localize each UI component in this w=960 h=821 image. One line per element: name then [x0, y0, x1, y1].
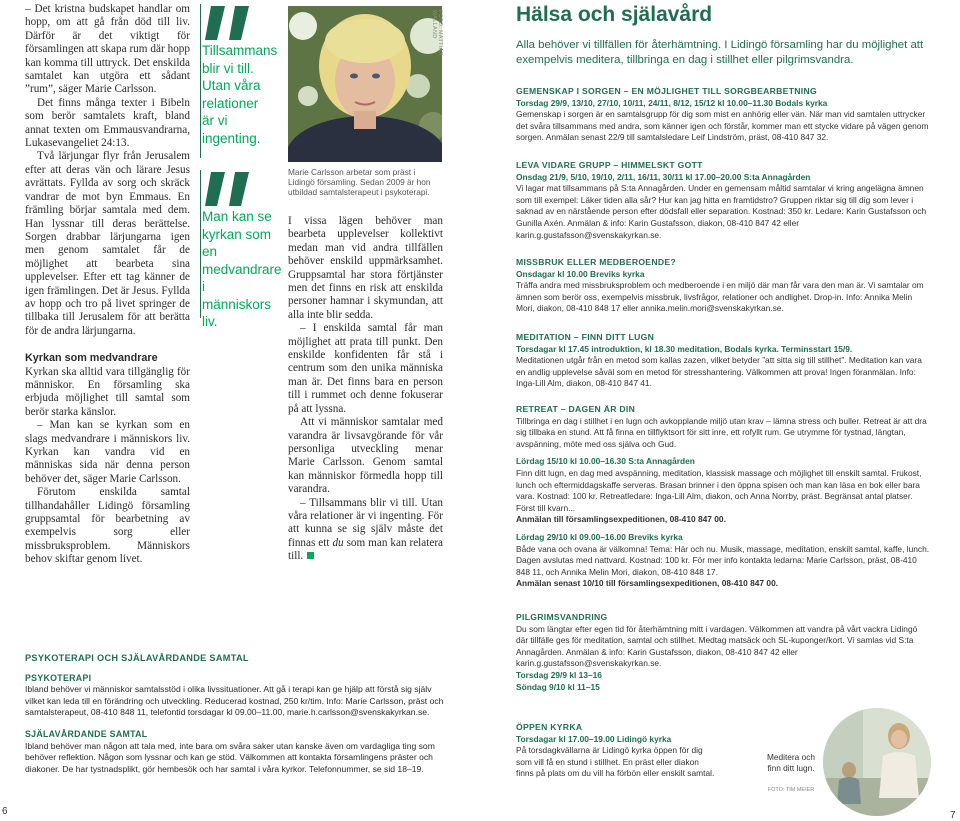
photo-caption: Marie Carlsson arbetar som präst i Lidingö församling. Sedan 2009 är hon utbildad samtalsterapeut i psykoterapi.: [288, 167, 431, 198]
article-subheading: Kyrkan som medvandrare: [25, 352, 158, 365]
meditation-photo: [823, 708, 931, 816]
section-meditation: [516, 332, 931, 390]
section-title: GEMENSKAP I SORGEN – EN MÖJLIGHET TILL SORGBEARBETNING: [516, 86, 817, 96]
quote-mark-icon: [203, 6, 255, 40]
section-text: Meditationen utgår från en metod som kallas zazen, vilket betyder ”att sitta sig till stillhet”. Meditation kan vara en andlig upplevelse såväl som en metod för stresshantering. Välkommen att prova! Ingen föranmälan. Info: Inga-Lill Alm, diakon, 08-410 847 41.: [516, 355, 922, 389]
sjalavard-text: Ibland behöver man någon att tala med, inte bara om svåra saker utan kanske även om vardagliga ting som behöver reflektion. Någon som lyssnar och kan ge stöd. Välkommen att kontakta församlingens präster och diakoner. De har tystnadsplikt, gör hembesök och har samtal i våra kyrkor. Telefonnummer, se sid 18–19.: [25, 740, 435, 774]
psykoterapi-text: Ibland behöver vi människor samtalsstöd i olika livssituationer. Att gå i terapi kan ge hjälp att förstå sig själv vilket kan leda till en förändring och utveckling. Reducerad kostnad, 250 kr/tim. Info: Marie Carlsson, präst och samtalsterapeut, 08-410 848 11, telefontid torsdagar kl 09.00–11.00, marie.h.carlsson@svenskakyrkan.se.: [25, 684, 444, 718]
box-title: PSYKOTERAPI OCH SJÄLAVÅRDANDE SAMTAL: [25, 653, 249, 663]
page-number-right: 7: [950, 810, 956, 821]
section-title: MEDITATION – FINN DITT LUGN: [516, 332, 655, 342]
round-photo-credit: FOTO: TIM MEIER: [767, 787, 815, 793]
article-paragraph: – Man kan se kyrkan som en slags medvandrare i människors liv. Kyrkan kan vandra vid en människas sida när denna person behöver det, säger Marie Carlsson.: [25, 419, 190, 485]
article-emphasis: du: [332, 536, 344, 549]
retreat-note-1: Anmälan till församlingsexpeditionen, 08-410 847 00.: [516, 514, 726, 525]
section-title: MISSBRUK ELLER MEDBEROENDE?: [516, 257, 676, 267]
article-paragraph: Kyrkan ska alltid vara tillgänglig för människor. En församling ska erbjuda möjlighet till samtal som berör starka känslor.: [25, 365, 190, 418]
article-paragraph: Att vi människor samtalar med varandra är livsavgörande för vår personliga utveckling menar Marie Carlsson. Genom samtal kan människor förmedla hopp till varandra.: [288, 416, 443, 496]
article-paragraph-final: [288, 497, 443, 564]
retreat-date-1: Lördag 15/10 kl 10.00–16.30 S:ta Annagården: [516, 456, 695, 467]
psykoterapi-heading: PSYKOTERAPI: [25, 672, 92, 683]
section-dates: Torsdagar kl 17.00–19.00 Lidingö kyrka: [516, 733, 672, 744]
pull-quote-1: Tillsammans blir vi till. Utan våra relationer är vi ingenting.: [202, 43, 278, 146]
article-column-2: [288, 215, 443, 564]
section-title: RETREAT – DAGEN ÄR DIN: [516, 404, 636, 414]
retreat-date-2: Lördag 29/10 kl 09.00–16.00 Breviks kyrka: [516, 531, 683, 542]
page-title: Hälsa och själavård: [516, 3, 713, 26]
psykoterapi-box: [25, 653, 445, 775]
quote-mark-icon: [203, 172, 255, 206]
section-oppen-kyrka: [516, 722, 716, 780]
photo-credit: FOTO: MATTIAS WALLAND: [431, 10, 443, 56]
section-retreat: [516, 404, 931, 590]
article-paragraph: – I enskilda samtal får man möjlighet att prata till punkt. Den enskilde konfidenten får stå i centrum som den unika människa man är. Det finns bara en person till i rummet och denne fokuserar på att lyssna.: [288, 322, 443, 415]
section-text: Gemenskap i sorgen är en samtalsgrupp för dig som mist en anhörig eller vän. När man vid samtalen uttrycker det svåra tillsammans med andra, som känner igen och förstår, kommer man ett stycke vidare på vägen genom sorgen. Anmälan senast 22/9 till samtalsledare Leif Lindström, präst, 08-410 847 32.: [516, 109, 929, 143]
section-dates: Onsdagar kl 10.00 Breviks kyrka: [516, 268, 645, 279]
section-text: Vi lagar mat tillsammans på S:ta Annagården. Under en gemensam måltid samtalar vi kring angelägna ämnen som till exempel: Läker tiden alla sår? Hur kan jag hitta en framtidstro? Gruppen riktar sig till dig som lever i saknad av en närstående person efter dödsfall eller separation. Kostnad: 350 kr. Ledare: Karin Gustafsson och Gunilla Axén. Anmälan & info: Karin Gustafsson, diakon, 08-410 847 42 eller karin.g.gustafsson@svenskakyrkan.se.: [516, 183, 927, 240]
sjalavard-heading: SJÄLAVÅRDANDE SAMTAL: [25, 728, 148, 739]
pull-quote-rule: [200, 4, 201, 158]
pull-quote-rule: [200, 170, 201, 318]
section-title: PILGRIMSVANDRING: [516, 612, 608, 622]
section-text: Tillbringa en dag i stillhet i en lugn och avkopplande miljö utan krav – lämna stress och buller. Retreat är att dra sig tillbaka en stund. Att få finna en tillflyktsort för sitt inre, ett rofyllt rum. Ge utrymme för tystnad, längtan, avspänning, möte med oss själva och Gud.: [516, 415, 927, 449]
article-text: som man kan relatera till.: [288, 536, 444, 563]
article-column-1: [25, 3, 190, 567]
section-leva-vidare: [516, 160, 931, 241]
section-dates: Onsdag 21/9, 5/10, 19/10, 2/11, 16/11, 30/11 kl 17.00–20.00 S:ta Annagården: [516, 171, 811, 182]
section-dates: Torsdag 29/9, 13/10, 27/10, 10/11, 24/11, 8/12, 15/12 kl 10.00–11.30 Bodals kyrka: [516, 97, 828, 108]
article-paragraph: I vissa lägen behöver man bearbeta upplevelser kollektivt medan man vid andra tillfällen behöver enskild uppmärksamhet. Gruppsamtal har stora förtjänster men det finns en risk att enskilda personer hamnar i skymundan, att alla inte blir sedda.: [288, 215, 443, 321]
section-dates: Torsdagar kl 17.45 introduktion, kl 18.30 meditation, Bodals kyrka. Terminsstart 15/9.: [516, 343, 853, 354]
pilgrim-date-1: Torsdag 29/9 kl 13–16: [516, 669, 602, 680]
page-intro: Alla behöver vi tillfällen för återhämtning. I Lidingö församling har du möjlighet att exempelvis meditera, tillbringa en dag i stillhet eller pilgrimsvandra.: [516, 39, 924, 66]
section-text: Du som längtar efter egen tid för återhämtning mitt i vardagen. Välkommen att vandra på vårt vackra Lidingö där tillfälle ges för meditation, samtal och stillhet. Medtag matsäck och SL-kuponger/kort. Vi samlas vid S:ta Annagården. Anmälan & info: Karin Gustafsson, diakon, 08-410 847 42 eller karin.g.gustafsson@svenskakyrkan.se.: [516, 623, 918, 669]
section-title: LEVA VIDARE GRUPP – HIMMELSKT GOTT: [516, 160, 703, 170]
retreat-text-1: Finn ditt lugn, en dag med avspänning, meditation, klassisk massage och möjlighet till enskilt samtal. Frukost, lunch och eftermiddagskaffe serveras. Brasan brinner i den öppna spisen och man kan läsa en bok eller bara vara. Kostnad: 100 kr. Retreatledare: Inga-Lill Alm, diakon, och Anna Norrby, präst. Begränsat antal platser. Först till kvarn...: [516, 467, 922, 513]
retreat-text-2: Både vana och ovana är välkomna! Tema: Här och nu. Musik, massage, meditation, enskilt samtal, kaffe, lunch. Dagen avslutas med nattvard. Kostnad: 100 kr. För mer info kontakta ledarna: Marie Carlsson, präst, 08-410 848 11, och Annika Melin Mori, diakon, 08-410 848 17.: [516, 543, 930, 577]
section-title: ÖPPEN KYRKA: [516, 722, 583, 732]
pull-quote-2: Man kan se kyrkan som en medvandrare i människors liv.: [202, 209, 282, 329]
round-photo-caption: Meditera och finn ditt lugn.: [767, 752, 815, 773]
article-paragraph: – Det kristna budskapet handlar om hopp, om att gå från död till liv. Därför är det viktigt för församlingen att skapa rum där hopp kan komma till uttryck. Det enskilda samtalet kan utgöra ett sådant ”rum”, säger Marie Carlsson.: [25, 3, 190, 96]
article-paragraph: Två lärjungar flyr från Jerusalem efter att deras vän och lärare Jesus avrättats. Fyllda av sorg och skräck vandrar de mot byn Emmaus. En främling börjar samtala med dem. Han lyssnar till deras berättelse. Sorgen drabbar lärjungarna igen men genom samtalet får de möjlighet att bearbeta sina upplevelser. Efter ett tag känner de igen främlingen. Det är Jesus. Fyllda av hopp och tro på livet springer de tillbaka till Jerusalem för att berätta för de andra lärjungarna.: [25, 150, 190, 337]
article-text: – Tillsammans blir vi till. Utan våra relationer är vi ingenting. För att kunna se sig själv måste det finnas ett: [288, 496, 443, 549]
section-missbruk: [516, 257, 931, 315]
section-pilgrim: [516, 612, 931, 693]
pilgrim-date-2: Söndag 9/10 kl 11–15: [516, 681, 600, 692]
retreat-note-2: Anmälan senast 10/10 till församlingsexpeditionen, 08-410 847 00.: [516, 578, 779, 589]
page-number-left: 6: [2, 806, 8, 817]
article-paragraph: Det finns många texter i Bibeln som berör samtalets kraft, bland annat texten om Emmausvandrarna, Lukasevangeliet 24:13.: [25, 96, 190, 150]
section-text: Träffa andra med missbruksproblem och medberoende i en miljö där man får vara den man är. Vi samtalar om ämnen som berör oss, exempelvis missbruk, livsfrågor, relationer och andlighet. Drop-in. Info: Annika Melin Mori, diakon, 08-410 848 17 eller annika.melin.mori@svenskakyrkan.se.: [516, 280, 924, 314]
section-sorg: [516, 86, 931, 144]
end-mark-icon: [307, 552, 314, 559]
article-paragraph: Förutom enskilda samtal tillhandahåller Lidingö församling gruppsamtal för bearbetning av exempelvis sorg eller missbruksproblem. Människors behov skiftar genom livet.: [25, 486, 190, 566]
portrait-photo: [288, 6, 442, 162]
section-text: På torsdagkvällarna är Lidingö kyrka öppen för dig som vill få en stund i stillhet. En präst eller diakon finns på plats om du vill ha förbön eller enskilt samtal.: [516, 745, 715, 779]
